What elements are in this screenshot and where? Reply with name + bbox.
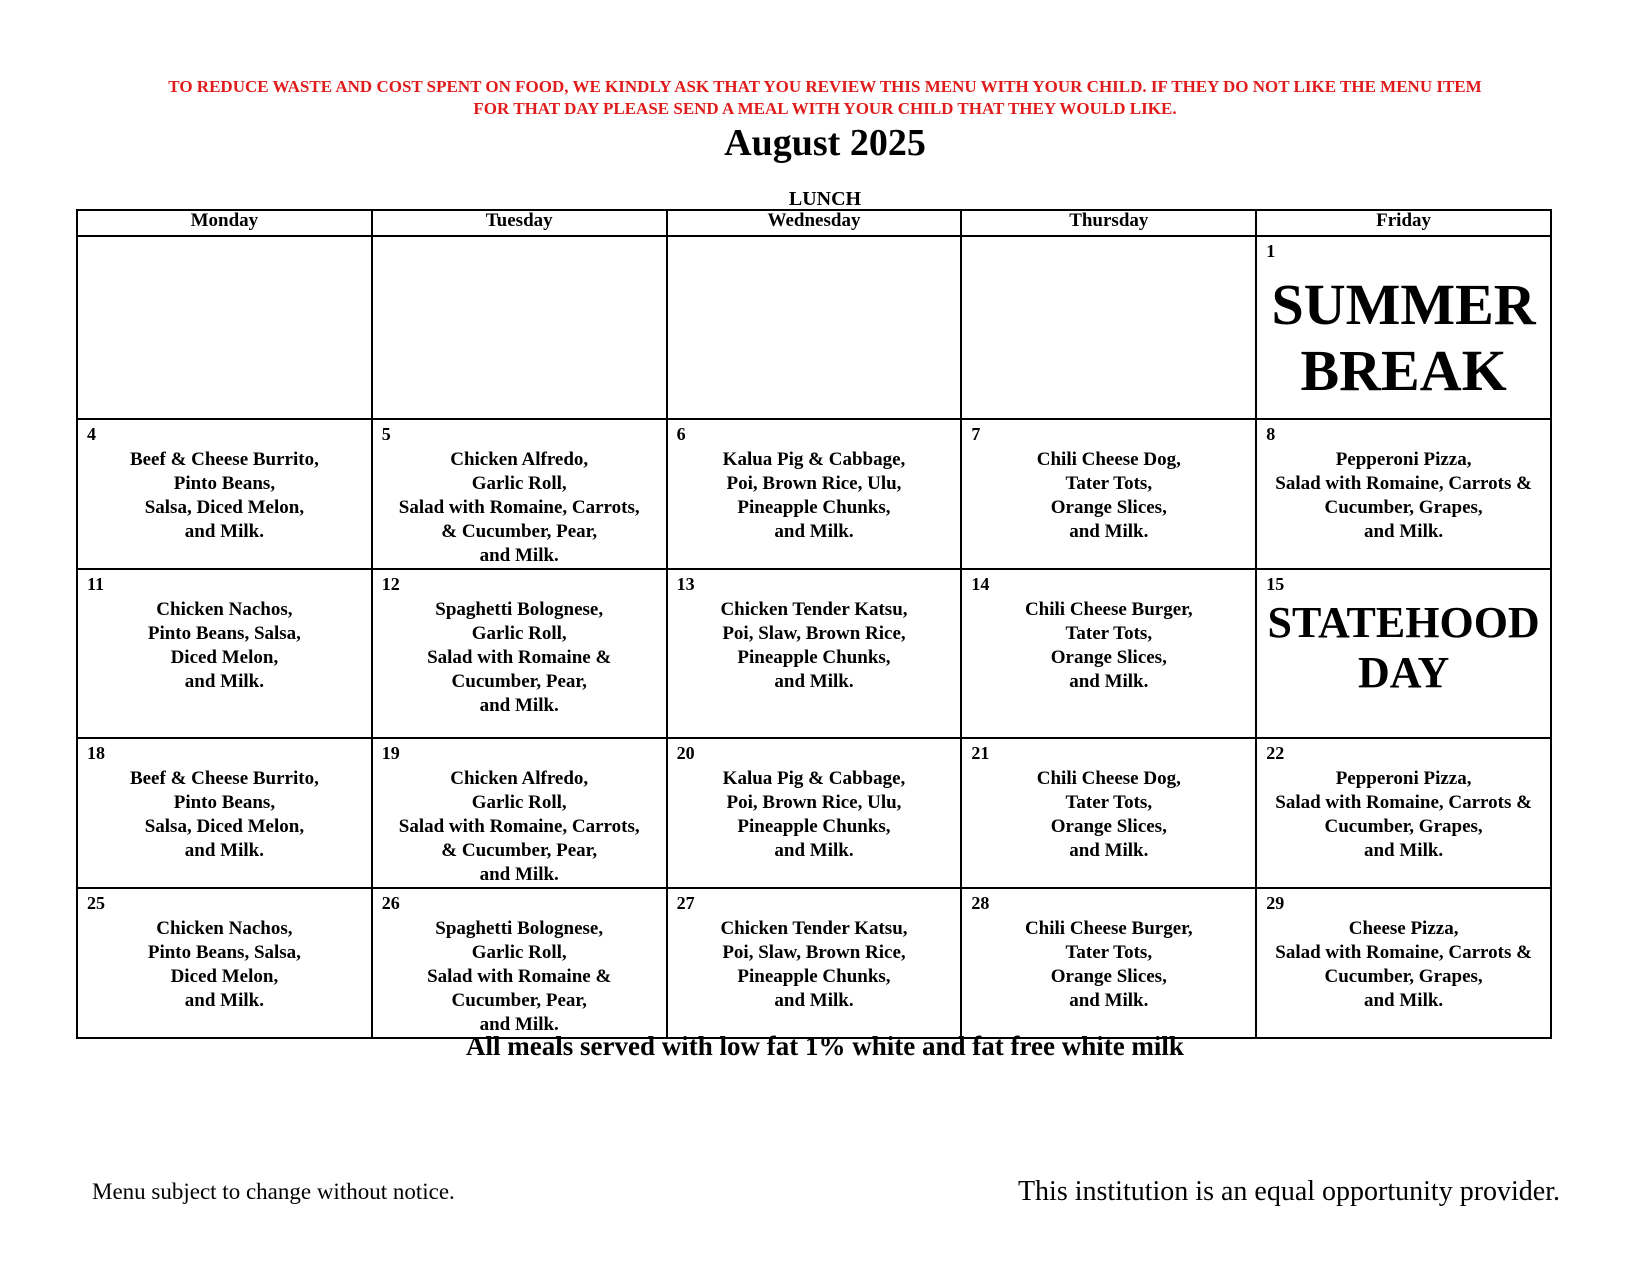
meal-label: LUNCH [788,188,862,210]
day-cell [77,569,372,738]
menu-item-line: Salad with Romaine, Carrots, [398,497,640,518]
change-disclaimer: Menu subject to change without notice. [92,1179,455,1204]
day-number: 22 [1266,743,1285,763]
day-cell [667,569,962,738]
menu-item-line: Spaghetti Bolognese, [435,599,604,620]
menu-item-line: Chili Cheese Burger, [1024,918,1193,939]
menu-item-line: Pepperoni Pizza, [1335,768,1472,789]
menu-items [668,598,961,694]
day-cell [667,419,962,569]
menu-item-line: Kalua Pig & Cabbage, [722,449,906,470]
day-cell [1256,569,1551,738]
day-number: 11 [87,574,105,594]
menu-item-line: Cucumber, Pear, [451,671,587,692]
day-number: 19 [381,743,400,763]
menu-items [373,917,666,1037]
week-row [77,569,1551,738]
day-cell [372,738,667,888]
menu-item-line: and Milk. [184,521,264,542]
weekday-wednesday: Wednesday [667,210,962,236]
menu-item-line: Salsa, Diced Melon, [144,816,305,837]
menu-item-line: Orange Slices, [1050,497,1167,518]
weekday-thursday: Thursday [961,210,1256,236]
menu-item-line: Cucumber, Grapes, [1324,816,1483,837]
menu-item-line: Chicken Tender Katsu, [720,599,908,620]
equal-opportunity-statement: This institution is an equal opportunity provider. [1017,1176,1560,1207]
menu-item-line: Spaghetti Bolognese, [435,918,604,939]
weekday-tuesday: Tuesday [372,210,667,236]
menu-items [78,917,371,1013]
day-number: 29 [1266,893,1285,913]
day-number: 25 [87,893,105,913]
menu-item-line: and Milk. [479,1014,559,1035]
menu-item-line: and Milk. [774,840,854,861]
menu-item-line: Beef & Cheese Burrito, [129,449,319,470]
day-cell [1256,738,1551,888]
menu-item-line: Pineapple Chunks, [737,966,891,987]
menu-item-line: Salad with Romaine, Carrots & [1275,473,1532,494]
menu-item-line: Poi, Slaw, Brown Rice, [722,623,906,644]
menu-items [962,448,1255,544]
menu-item-line: Cucumber, Grapes, [1324,497,1483,518]
day-number: 28 [971,893,990,913]
menu-item-line: Chicken Nachos, [156,599,293,620]
day-number: 12 [381,574,400,594]
menu-item-line: and Milk. [774,671,854,692]
menu-item-line: Salad with Romaine & [427,647,612,668]
menu-item-line: Tater Tots, [1065,623,1153,644]
day-number: 21 [971,743,990,763]
menu-item-line: Diced Melon, [170,966,279,987]
menu-item-line: Chicken Tender Katsu, [720,918,908,939]
menu-item-line: Chili Cheese Dog, [1036,768,1181,789]
day-cell [961,419,1256,569]
menu-items [78,767,371,863]
menu-item-line: and Milk. [1069,990,1149,1011]
menu-items [668,448,961,544]
menu-item-line: Pepperoni Pizza, [1335,449,1472,470]
weekday-header-row [77,210,1551,236]
menu-item-line: Salad with Romaine & [427,966,612,987]
menu-item-line: Poi, Slaw, Brown Rice, [722,942,906,963]
menu-items [78,448,371,544]
menu-item-line: Chicken Nachos, [156,918,293,939]
menu-item-line: Pinto Beans, [173,473,276,494]
menu-item-line: and Milk. [1069,521,1149,542]
menu-item-line: and Milk. [1069,671,1149,692]
menu-item-line: Pinto Beans, [173,792,276,813]
day-number: 6 [676,424,686,444]
menu-items [373,448,666,568]
holiday-label-line: DAY [1357,648,1450,697]
weekday-friday: Friday [1256,210,1551,236]
day-number: 5 [381,424,391,444]
day-cell [372,569,667,738]
menu-item-line: and Milk. [1069,840,1149,861]
menu-items [78,598,371,694]
menu-items [962,767,1255,863]
menu-item-line: Chicken Alfredo, [450,768,589,789]
menu-item-line: Kalua Pig & Cabbage, [722,768,906,789]
menu-item-line: Tater Tots, [1065,942,1153,963]
day-number: 20 [676,743,695,763]
menu-item-line: Cucumber, Pear, [451,990,587,1011]
menu-item-line: and Milk. [479,695,559,716]
day-number: 18 [87,743,105,763]
menu-item-line: and Milk. [1363,840,1444,861]
day-number: 15 [1266,574,1285,594]
waste-notice [60,76,1590,120]
menu-item-line: Salsa, Diced Melon, [144,497,305,518]
day-cell [372,236,667,419]
day-cell [1256,236,1551,419]
menu-items [1257,448,1550,544]
menu-calendar [76,209,1552,1039]
menu-item-line: and Milk. [479,864,559,885]
menu-item-line: Garlic Roll, [471,623,567,644]
menu-item-line: and Milk. [184,990,264,1011]
menu-items [668,917,961,1013]
day-cell [667,738,962,888]
week-row [77,888,1551,1038]
milk-note: All meals served with low fat 1% white and fat free white milk [466,1031,1184,1061]
menu-item-line: Pinto Beans, Salsa, [147,942,301,963]
menu-item-line: Chili Cheese Dog, [1036,449,1181,470]
day-cell [1256,888,1551,1038]
menu-item-line: Salad with Romaine, Carrots, [398,816,640,837]
day-cell [667,888,962,1038]
waste-notice-line-1: TO REDUCE WASTE AND COST SPENT ON FOOD, WE KINDLY ASK THAT YOU REVIEW THIS MENU WITH YOUR CHILD. IF THEY DO NOT LIKE THE MENU ITEM [168,77,1482,96]
day-number: 4 [87,424,96,444]
menu-item-line: Tater Tots, [1065,792,1153,813]
menu-item-line: Cucumber, Grapes, [1324,966,1483,987]
day-number: 1 [1266,241,1276,261]
holiday-label-line: BREAK [1300,338,1507,403]
menu-item-line: Garlic Roll, [471,942,567,963]
menu-item-line: Garlic Roll, [471,473,567,494]
menu-item-line: Pineapple Chunks, [737,497,891,518]
day-number: 7 [971,424,981,444]
holiday-label-line: STATEHOOD [1267,598,1540,647]
day-cell [961,569,1256,738]
menu-item-line: and Milk. [184,671,264,692]
menu-item-line: and Milk. [184,840,264,861]
menu-items [1257,917,1550,1013]
waste-notice-line-2: FOR THAT DAY PLEASE SEND A MEAL WITH YOUR CHILD THAT THEY WOULD LIKE. [473,99,1177,118]
week-row [77,738,1551,888]
day-cell [667,236,962,419]
menu-item-line: Garlic Roll, [471,792,567,813]
menu-item-line: Pineapple Chunks, [737,816,891,837]
menu-items [373,767,666,887]
day-cell [961,236,1256,419]
menu-item-line: Diced Melon, [170,647,279,668]
day-cell [961,738,1256,888]
day-cell [77,888,372,1038]
menu-items [962,598,1255,694]
holiday-label-line: SUMMER [1271,272,1536,337]
menu-items [373,598,666,718]
day-number: 13 [676,574,695,594]
day-cell [77,419,372,569]
day-number: 14 [971,574,990,594]
menu-item-line: and Milk. [1363,521,1444,542]
menu-item-line: & Cucumber, Pear, [441,521,598,542]
day-cell [77,236,372,419]
week-row [77,236,1551,419]
day-number: 27 [676,893,695,913]
menu-item-line: Orange Slices, [1050,647,1167,668]
menu-item-line: & Cucumber, Pear, [441,840,598,861]
menu-item-line: Chicken Alfredo, [450,449,589,470]
menu-item-line: Orange Slices, [1050,816,1167,837]
day-cell [372,419,667,569]
menu-item-line: Poi, Brown Rice, Ulu, [726,473,902,494]
menu-item-line: Chili Cheese Burger, [1024,599,1193,620]
menu-item-line: Beef & Cheese Burrito, [129,768,319,789]
menu-items [1257,767,1550,863]
menu-item-line: Salad with Romaine, Carrots & [1275,942,1532,963]
menu-item-line: Tater Tots, [1065,473,1153,494]
menu-item-line: Cheese Pizza, [1348,918,1459,939]
menu-item-line: Pinto Beans, Salsa, [147,623,301,644]
menu-item-line: Poi, Brown Rice, Ulu, [726,792,902,813]
day-cell [372,888,667,1038]
day-cell [77,738,372,888]
menu-item-line: Pineapple Chunks, [737,647,891,668]
calendar-body [77,236,1551,1038]
menu-item-line: Orange Slices, [1050,966,1167,987]
week-row [77,419,1551,569]
day-number: 8 [1266,424,1276,444]
page-title: August 2025 [724,122,926,164]
menu-items [962,917,1255,1013]
menu-item-line: Salad with Romaine, Carrots & [1275,792,1532,813]
menu-item-line: and Milk. [774,990,854,1011]
day-cell [961,888,1256,1038]
menu-item-line: and Milk. [774,521,854,542]
menu-item-line: and Milk. [479,545,559,566]
day-number: 26 [381,893,400,913]
menu-item-line: and Milk. [1363,990,1444,1011]
menu-items [668,767,961,863]
day-cell [1256,419,1551,569]
holiday-label [1257,272,1550,404]
holiday-label [1257,598,1550,698]
weekday-monday: Monday [77,210,372,236]
